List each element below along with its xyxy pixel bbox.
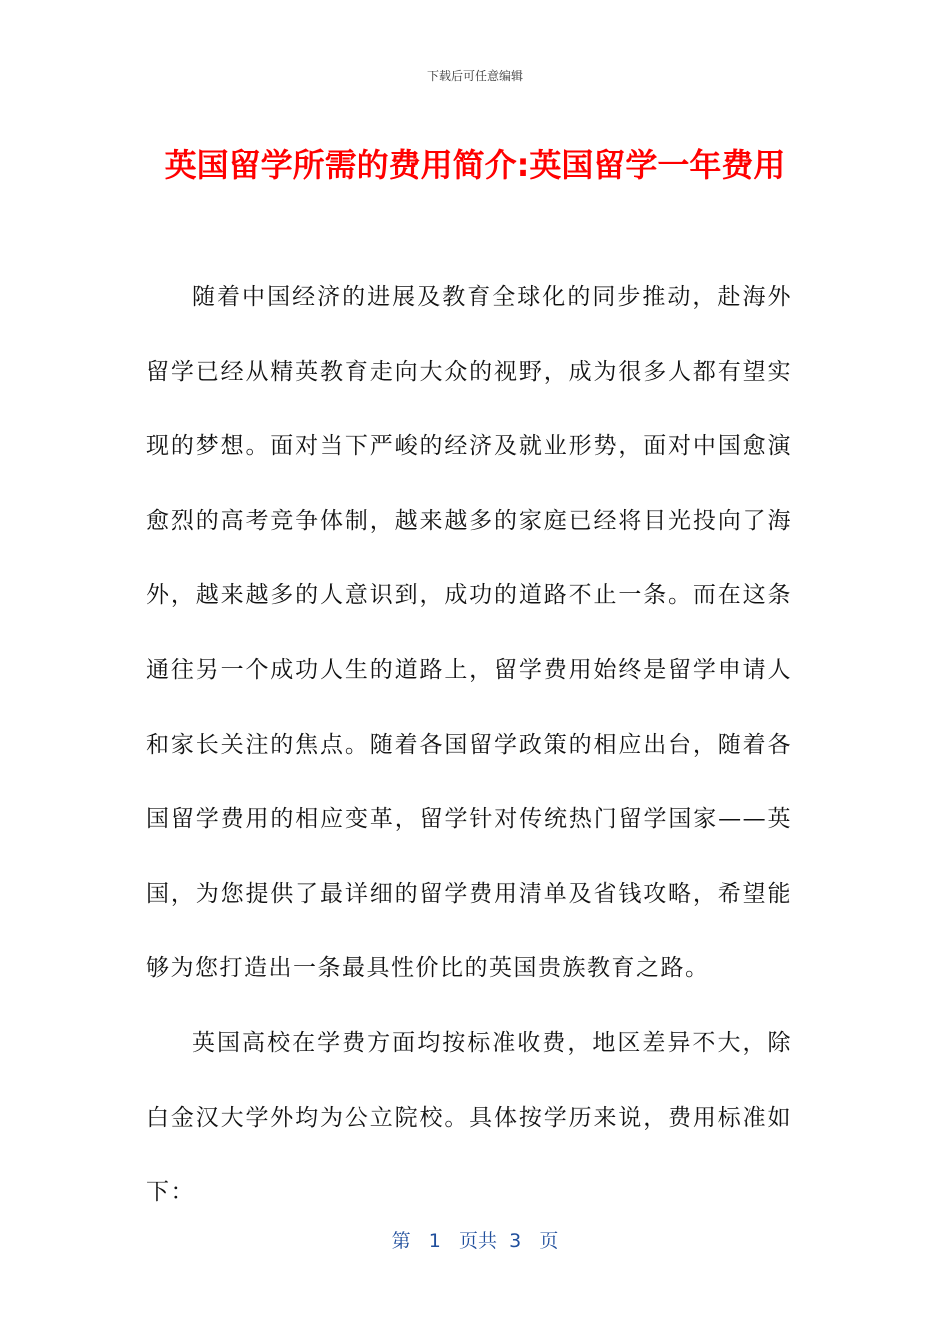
footer-total-pages: 3 xyxy=(509,1230,522,1252)
paragraph-1: 随着中国经济的进展及教育全球化的同步推动，赴海外留学已经从精英教育走向大众的视野，成为很多人都有望实现的梦想。面对当下严峻的经济及就业形势，面对中国愈演愈烈的高考竞争体制，越来越多的家庭已经将目光投向了海外，越来越多的人意识到，成功的道路不止一条。而在这条通往另一个成功人生的道路上，留学费用始终是留学申请人和家长关注的焦点。随着各国留学政策的相应出台，随着各国留学费用的相应变革，留学针对传统热门留学国家——英国，为您提供了最详细的留学费用清单及省钱攻略，希望能够为您打造出一条最具性价比的英国贵族教育之路。 xyxy=(146,284,792,982)
document-title: 英国留学所需的费用简介:英国留学一年费用 xyxy=(164,146,786,184)
footer-prefix: 第 xyxy=(391,1230,411,1252)
footer-current-page: 1 xyxy=(428,1230,441,1252)
document-body xyxy=(146,260,792,1230)
page-footer xyxy=(0,1226,950,1253)
footer-middle: 页共 xyxy=(459,1230,498,1252)
header-note: 下载后可任意编辑 xyxy=(426,69,523,83)
footer-suffix: 页 xyxy=(539,1230,559,1252)
paragraph-2: 英国高校在学费方面均按标准收费，地区差异不大，除白金汉大学外均为公立院校。具体按学历来说，费用标准如下： xyxy=(146,1029,792,1206)
